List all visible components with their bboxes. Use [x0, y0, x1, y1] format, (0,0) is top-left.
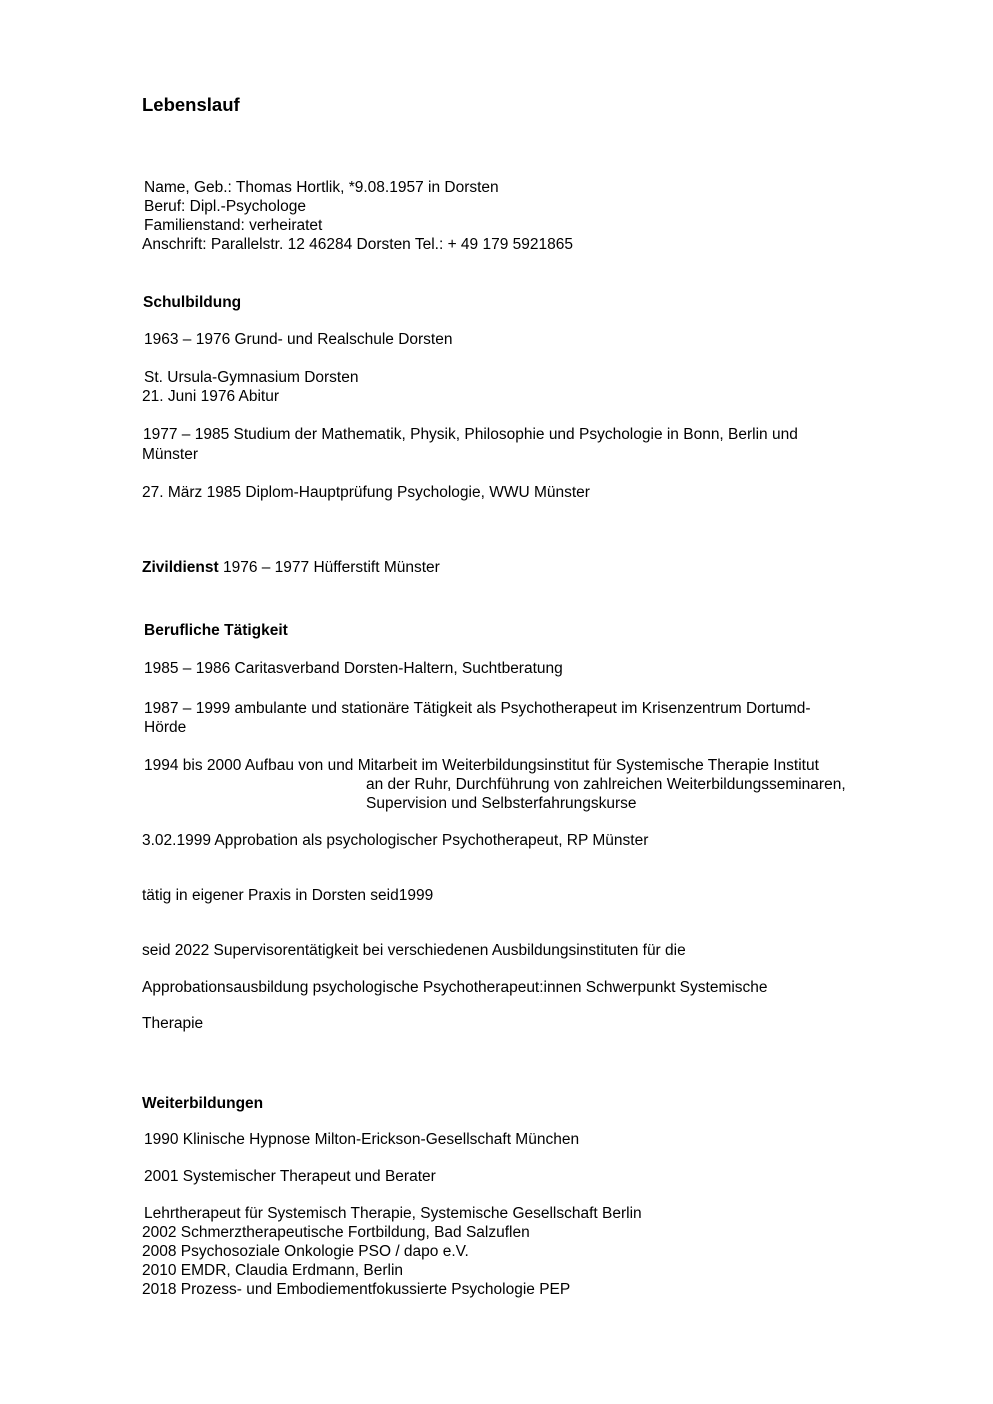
zivildienst-label: Zivildienst [142, 559, 219, 576]
beruf-line: Supervision und Selbsterfahrungskurse [366, 795, 637, 812]
beruf-line: seid 2022 Supervisorentätigkeit bei verschiedenen Ausbildungsinstituten für die [142, 942, 686, 959]
section-heading-beruf: Berufliche Tätigkeit [144, 622, 288, 639]
beruf-line: Hörde [144, 719, 187, 736]
schulbildung-line: 21. Juni 1976 Abitur [142, 388, 280, 405]
weiterbildung-line: 2008 Psychosoziale Onkologie PSO / dapo e.V. [142, 1243, 469, 1260]
beruf-line: an der Ruhr, Durchführung von zahlreichen Weiterbildungsseminaren, [366, 776, 846, 793]
beruf-line: Therapie [142, 1015, 204, 1032]
beruf-line: 1994 bis 2000 Aufbau von und Mitarbeit im Weiterbildungsinstitut für Systemische Therapie Institut [144, 757, 819, 774]
zivildienst-line [142, 558, 440, 577]
weiterbildung-line: 2002 Schmerztherapeutische Fortbildung, Bad Salzuflen [142, 1224, 530, 1241]
weiterbildung-line: Lehrtherapeut für Systemisch Therapie, Systemische Gesellschaft Berlin [144, 1205, 642, 1222]
section-heading-weiterbildungen: Weiterbildungen [142, 1095, 264, 1112]
zivildienst-text: 1976 – 1977 Hüfferstift Münster [218, 559, 440, 576]
schulbildung-line: 1977 – 1985 Studium der Mathematik, Physik, Philosophie und Psychologie in Bonn, Berlin und [143, 426, 798, 443]
beruf-line: Approbationsausbildung psychologische Psychotherapeut:innen Schwerpunkt Systemische [142, 979, 768, 996]
weiterbildung-line: 2010 EMDR, Claudia Erdmann, Berlin [142, 1262, 404, 1279]
schulbildung-line: Münster [142, 446, 198, 463]
beruf-line: 1985 – 1986 Caritasverband Dorsten-Haltern, Suchtberatung [144, 660, 563, 677]
weiterbildung-line: 1990 Klinische Hypnose Milton-Erickson-Gesellschaft München [144, 1131, 580, 1148]
personal-name: Name, Geb.: Thomas Hortlik, *9.08.1957 in Dorsten [144, 179, 499, 196]
beruf-line: 1987 – 1999 ambulante und stationäre Tätigkeit als Psychotherapeut im Krisenzentrum Dortumd- [144, 700, 811, 717]
personal-beruf: Beruf: Dipl.-Psychologe [144, 198, 306, 215]
personal-anschrift: Anschrift: Parallelstr. 12 46284 Dorsten Tel.: + 49 179 5921865 [142, 236, 573, 253]
document-title: Lebenslauf [142, 94, 240, 115]
schulbildung-line: 27. März 1985 Diplom-Hauptprüfung Psychologie, WWU Münster [142, 484, 590, 501]
weiterbildung-line: 2018 Prozess- und Embodiementfokussierte Psychologie PEP [142, 1281, 571, 1298]
schulbildung-line: 1963 – 1976 Grund- und Realschule Dorsten [144, 331, 453, 348]
schulbildung-line: St. Ursula-Gymnasium Dorsten [144, 369, 359, 386]
beruf-line: 3.02.1999 Approbation als psychologischer Psychotherapeut, RP Münster [142, 832, 649, 849]
personal-familienstand: Familienstand: verheiratet [144, 217, 323, 234]
section-heading-schulbildung: Schulbildung [143, 294, 242, 311]
beruf-line: tätig in eigener Praxis in Dorsten seid1999 [142, 887, 434, 904]
weiterbildung-line: 2001 Systemischer Therapeut und Berater [144, 1168, 436, 1185]
